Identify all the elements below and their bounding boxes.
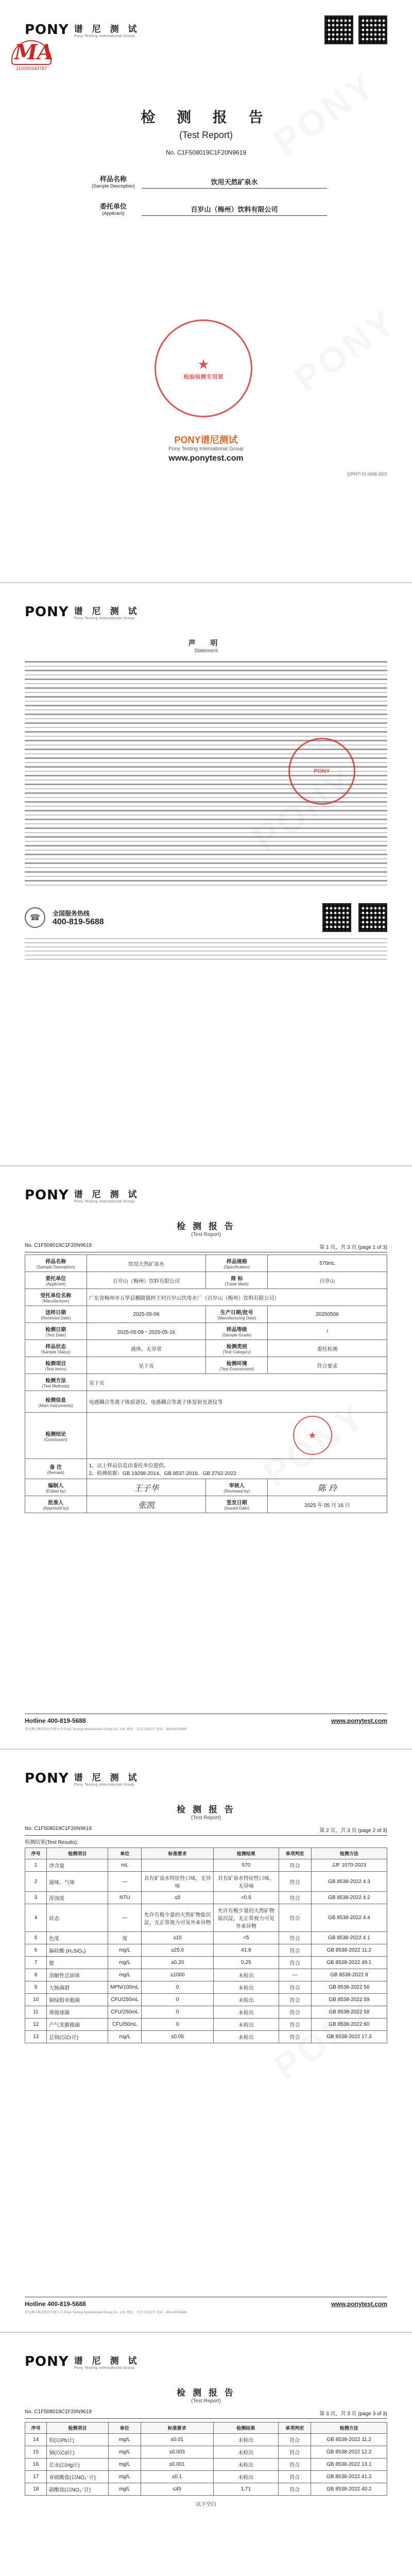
table-cell: mg/L <box>108 2446 141 2459</box>
table-cell: 符合 <box>279 2434 311 2446</box>
table-row <box>25 2459 387 2471</box>
table-cell: MPN/100mL <box>108 1981 142 1994</box>
table-row <box>25 1944 387 1957</box>
table-cell: JJF 1070-2023 <box>311 1859 387 1872</box>
table-cell: 符合 <box>279 2019 311 2031</box>
table-cell: <5 <box>214 1932 279 1944</box>
table-row <box>25 1892 387 1904</box>
page-title: 检 测 报 告 <box>177 2388 235 2398</box>
table-cell: 未检出 <box>214 1994 279 2006</box>
brand-slogan: Pony Testing International Group <box>74 35 135 38</box>
table-cell: 溶解性总固体 <box>47 1969 108 1981</box>
page-subtitle: (Test Report) <box>191 1232 221 1238</box>
statement-title: 声 明 <box>188 639 224 648</box>
sample-name-row: 样品名称 (Sample Description) 饮用天然矿泉水 <box>85 174 327 189</box>
table-cell: GB 8538-2022 4.1 <box>311 1932 387 1944</box>
table-cell: 产气荚膜梭菌 <box>47 2019 108 2031</box>
table-cell: 总铬(以Cr计) <box>47 2031 108 2043</box>
table-cell: 符合 <box>279 1932 311 1944</box>
page-footer: Hotline 400-819-5688 www.ponytest.com 谱尼测试集团股份有限公司 Pony Testing International Group Co., Ltd. 地址：北京市海淀区 电话：400-819-5688 <box>25 1714 387 1731</box>
logo: PONY <box>25 2354 69 2369</box>
table-cell: <0.5 <box>214 1892 279 1904</box>
conclusion-seal: ★ <box>293 1416 332 1455</box>
table-cell: GB 8538-2022 49.1 <box>311 1957 387 1969</box>
table-row <box>25 2434 387 2446</box>
table-cell: 符合 <box>279 1872 311 1892</box>
table-cell: NTU <box>108 1892 142 1904</box>
page-meta: No. C1F508019C1F20N9619 第 1 页，共 3 页 (page 1 of 3) <box>25 1243 387 1252</box>
table-cell: mg/L <box>108 2459 141 2471</box>
table-cell: 未检出 <box>214 1981 279 1994</box>
qr-code-icon <box>322 903 351 932</box>
table-cell: 偏硅酸 (H₂SiO₃) <box>47 1944 108 1957</box>
table-cell: 9 <box>25 1981 47 1994</box>
info-table: 样品名称 (Sample Description) 饮用天然矿泉水 样品规格 (Specification) 570mL 委托单位 (Applicant) 百岁山（梅州）饮料有限公司 商 标 (Trade Mark) 百岁山 受托单位名称 (Manufacturer) 广东省梅州市五华县横陂镇梓王村百岁山饮用水厂（百岁山（梅州）饮料有限公司） 送样日期 (Received Date) 2025-05-06 生产日期/批号 (Manufacturing Date) 20250506 检测日期 (Test Date) 2025-05-09～2025-05-16 样品等级 (Sample Grade) / 样品状态 (Sample Status) 液体，无异常 检测类别 (Test Category) 委托检测 检测项目 (Test Items) 见下页 检测环境 (Test Environment) 符合要求 检测方法 (Test Methods) 见下页 检测信息 (Main Instruments) 电感耦合等离子体质谱仪、电感耦合等离子体发射光谱仪等 检测结论 (Conclusion) ★ 备 注 (Remark) 1、以上样品信息由委托单位提供。 2、检测依据：GB 19298-2014、GB 8537-2018、GB 2762-2022 编制人 (Edited by) 王子华 审核人 (Reviewed by) 陈 玲 批准人 (Approved by) 张凯 签发日期 (Issued Date) 2025 年 05 月 16 日 <box>25 1255 387 1513</box>
brand-name: 谱 尼 测 试 <box>74 1773 140 1783</box>
table-cell: 6 <box>25 1944 47 1957</box>
table-cell: ≥25.0 <box>141 1944 213 1957</box>
report-title: 检 测 报 告 <box>141 109 271 126</box>
report-number: No. C1F508019C1F20N9619 <box>165 149 247 156</box>
table-cell: 具有矿泉水特征性口味，无异味 <box>141 1872 213 1892</box>
table-cell: — <box>108 1904 142 1932</box>
reviewer-signature: 陈 玲 <box>267 1479 387 1496</box>
table-cell: ≤0.05 <box>141 2031 213 2043</box>
table-cell <box>141 1859 213 1872</box>
table-cell: ≤0.001 <box>141 2459 213 2471</box>
table-cell: CFU/50mL <box>108 2019 142 2031</box>
table-cell: 0 <box>141 2019 213 2031</box>
table-cell: 符合 <box>279 2031 311 2043</box>
brand-name: 谱 尼 测 试 <box>74 2356 140 2366</box>
table-cell: 18 <box>25 2483 47 2496</box>
table-cell: 8 <box>25 1969 47 1981</box>
table-cell: CFU/250mL <box>108 1994 142 2006</box>
cma-mark: MA 210000343787 <box>11 40 52 71</box>
statement-fineprint <box>0 938 412 960</box>
page-meta: No. C1F508019C1F20N9619 第 3 页，共 3 页 (page 3 of 3) <box>25 2409 387 2419</box>
table-cell: ≤0.003 <box>141 2446 213 2459</box>
table-cell: 5 <box>25 1932 47 1944</box>
table-cell: 允许有极少量的天然矿物盐沉淀，无正常视力可见外来异物 <box>214 1904 279 1932</box>
table-cell: 1 <box>25 1859 47 1872</box>
results-table: 序号 检测项目 单位 标准要求 检测结果 单项判定 检测方法 14 铅(以Pb计) mg/L ≤0.01 未检出 符合 GB 8538-2022 11.2 15 镉(以Cd计) mg/L ≤0.003 未检出 符合 GB 8538-2022 12.2 16 总汞(以Hg计) mg/L ≤0.001 未检出 符合 GB 8538-2022 13.1 17 亚硝酸盐(以NO₂⁻计) mg/L ≤0.1 未检出 符合 GB 8538-2022 41.2 18 硝酸盐(以NO₃⁻计) mg/L ≤45 1.71 符合 GB 8538-2022 40.2 <box>25 2422 387 2496</box>
table-cell: GB 8538-2022 8 <box>311 1969 387 1981</box>
table-cell: mL <box>108 1859 142 1872</box>
report-page-2 <box>0 1750 412 2333</box>
statement-page <box>0 583 412 1166</box>
cover-page <box>0 0 412 583</box>
table-row <box>25 1957 387 1969</box>
table-row <box>25 2483 387 2496</box>
table-cell: 41.8 <box>214 1944 279 1957</box>
page-footer: Hotline 400-819-5688 www.ponytest.com 谱尼测试集团股份有限公司 Pony Testing International Group Co., Ltd. 地址：北京市海淀区 电话：400-819-5688 <box>25 2297 387 2314</box>
applicant-row: 委托单位 (Applicant) 百岁山（梅州）饮料有限公司 <box>85 201 327 216</box>
table-cell: 未检出 <box>214 2031 279 2043</box>
qr-code-icon <box>358 903 387 932</box>
table-cell: ≤45 <box>141 2483 213 2496</box>
table-cell: 符合 <box>279 1994 311 2006</box>
table-cell: ≥0.20 <box>141 1957 213 1969</box>
page-meta: No. C1F508019C1F20N9619 第 2 页，共 3 页 (page 2 of 3) <box>25 1826 387 1836</box>
brand-slogan: Pony Testing International Group <box>74 1783 135 1787</box>
table-cell: GB 8538-2022 40.2 <box>311 2483 387 2496</box>
brand-name: 谱 尼 测 试 <box>74 1190 140 1200</box>
table-cell: 1.71 <box>213 2483 279 2496</box>
table-cell: 17 <box>25 2471 47 2483</box>
table-cell: 未检出 <box>213 2459 279 2471</box>
table-cell: 11 <box>25 2006 47 2019</box>
table-cell: 2 <box>25 1872 47 1892</box>
table-cell: 0.25 <box>214 1957 279 1969</box>
cover-brand <box>0 0 412 44</box>
table-row <box>25 1859 387 1872</box>
table-cell: 硝酸盐(以NO₃⁻计) <box>47 2483 109 2496</box>
logo: PONY <box>25 604 69 620</box>
table-row <box>25 1932 387 1944</box>
statement-seal: PONY <box>288 738 355 805</box>
table-row <box>25 2471 387 2483</box>
logo: PONY <box>25 1188 69 1203</box>
table-cell: 14 <box>25 2434 47 2446</box>
table-cell: 符合 <box>279 2446 311 2459</box>
table-cell: 未检出 <box>213 2434 279 2446</box>
table-cell: GB 8538-2022 4.3 <box>311 1872 387 1892</box>
table-cell: 符合 <box>279 1957 311 1969</box>
table-cell: 16 <box>25 2459 47 2471</box>
table-row <box>25 1872 387 1892</box>
table-cell: 具有矿泉水特征性口味，无异味 <box>214 1872 279 1892</box>
report-page-1 <box>0 1166 412 1750</box>
qr-code-icon <box>324 15 353 44</box>
brand-name: 谱 尼 测 试 <box>74 24 140 35</box>
brand-name: 谱 尼 测 试 <box>74 606 140 617</box>
table-cell: 符合 <box>279 2006 311 2019</box>
table-row <box>25 1904 387 1932</box>
table-cell: 3 <box>25 1892 47 1904</box>
table-cell: 大肠菌群 <box>47 1981 108 1994</box>
table-cell: GB 8538-2022 12.2 <box>311 2446 387 2459</box>
cover-footer: PONY谱尼测试 Pony Testing International Group www.ponytest.com <box>168 435 244 463</box>
table-cell: 未检出 <box>214 2006 279 2019</box>
table-cell: 滋味、气味 <box>47 1872 108 1892</box>
table-cell: 镉(以Cd计) <box>47 2446 109 2459</box>
table-cell: GB 8538-2022 4.2 <box>311 1892 387 1904</box>
table-cell: 符合 <box>279 1904 311 1932</box>
table-cell: 未检出 <box>213 2471 279 2483</box>
table-cell: 状态 <box>47 1904 108 1932</box>
brand-slogan: Pony Testing International Group <box>74 617 135 620</box>
table-cell: 粪链球菌 <box>47 2006 108 2019</box>
page-subtitle: (Test Report) <box>191 2398 221 2404</box>
table-cell: 亚硝酸盐(以NO₂⁻计) <box>47 2471 109 2483</box>
table-cell: 符合 <box>279 1892 311 1904</box>
table-cell: 符合 <box>279 2471 311 2483</box>
table-row <box>25 1994 387 2006</box>
table-cell: GB 8538-2022 11.2 <box>311 1944 387 1957</box>
table-cell: ≤5 <box>141 1892 213 1904</box>
conclusion-cell <box>87 1413 387 1459</box>
table-cell: mg/L <box>108 2031 142 2043</box>
service-phone: 400-819-5688 <box>53 917 104 926</box>
table-row <box>25 2446 387 2459</box>
watermark <box>266 2571 384 2576</box>
table-cell: CFU/250mL <box>108 2006 142 2019</box>
table-cell: 铅(以Pb计) <box>47 2434 109 2446</box>
table-cell: — <box>279 1969 311 1981</box>
table-cell: GB 8538-2022 13.1 <box>311 2459 387 2471</box>
table-cell: mg/L <box>108 2434 141 2446</box>
table-cell: ≤15 <box>141 1932 213 1944</box>
logo: PONY <box>25 22 69 38</box>
doc-code: Q/PNTI 01.0008-2022 <box>347 472 387 477</box>
table-cell: 未检出 <box>214 1969 279 1981</box>
table-cell: ≤0.1 <box>141 2471 213 2483</box>
statement-subtitle: Statement <box>194 648 218 654</box>
results-table: 序号 检测项目 单位 标准要求 检测结果 单项判定 检测方法 1 净含量 mL 570 符合 JJF 1070-2023 2 滋味、气味 — 具有矿泉水特征性口味，无异味 具有矿泉水特征性口味，无异味 符合 GB 8538-2022 4.3 3 浑浊度 NTU ≤5 <0.5 符合 GB 8538-2022 4.2 4 状态 — 允许有极少量的天然矿物盐沉淀，无正常视力可见外来异物 允许有极少量的天然矿物盐沉淀，无正常视力可见外来异物 符合 GB 8538-2022 4.4 5 色度 度 ≤15 <5 符合 GB 8538-2022 4.1 6 偏硅酸 (H₂SiO₃) mg/L ≥25.0 41.8 符合 GB 8538-2022 11.2 7 锶 mg/L ≥0.20 0.25 符合 GB 8538-2022 49.1 8 溶解性总固体 mg/L ≥1000 未检出 — GB 8538-2022 8 9 大肠菌群 MPN/100mL 0 未检出 符合 GB 8538-2022 56 10 铜绿假单胞菌 CFU/250mL 0 未检出 符合 GB 8538-2022 59 11 粪链球菌 CFU/250mL 0 未检出 符合 GB 8538-2022 58 12 产气荚膜梭菌 CFU/50mL 0 未检出 符合 GB 8538-2022 60 13 总铬(以Cr计) mg/L ≤0.05 未检出 符合 GB 8538-2022 17.3 <box>25 1848 387 2043</box>
table-cell: 10 <box>25 1994 47 2006</box>
table-cell: 锶 <box>47 1957 108 1969</box>
table-cell: GB 8538-2022 41.2 <box>311 2471 387 2483</box>
page-subtitle: (Test Report) <box>191 1815 221 1821</box>
sample-name-value: 饮用天然矿泉水 <box>142 177 327 189</box>
table-cell: 12 <box>25 2019 47 2031</box>
table-cell: GB 8538-2022 11.2 <box>311 2434 387 2446</box>
table-cell: 0 <box>141 2006 213 2019</box>
end-of-report: 以下空白 <box>196 2502 216 2507</box>
table-cell: ≤0.01 <box>141 2434 213 2446</box>
table-cell: 0 <box>141 1994 213 2006</box>
table-cell: 符合 <box>279 2483 311 2496</box>
table-cell: 净含量 <box>47 1859 108 1872</box>
table-cell: 允许有极少量的天然矿物盐沉淀，无正常视力可见外来异物 <box>141 1904 213 1932</box>
table-row <box>25 1969 387 1981</box>
table-cell: 浑浊度 <box>47 1892 108 1904</box>
table-cell: 总汞(以Hg计) <box>47 2459 109 2471</box>
report-title-en: (Test Report) <box>179 130 233 140</box>
page-title: 检 测 报 告 <box>177 1222 235 1232</box>
service-label: 全国服务热线 <box>53 909 90 917</box>
brand-slogan: Pony Testing International Group <box>74 1200 135 1204</box>
service-block <box>0 903 412 932</box>
table-cell: 未检出 <box>214 2019 279 2031</box>
results-label: 检测结果(Test Results): <box>25 1840 78 1845</box>
brand-slogan: Pony Testing International Group <box>74 2366 135 2370</box>
table-cell: 色度 <box>47 1932 108 1944</box>
table-cell: GB 8538-2022 4.4 <box>311 1904 387 1932</box>
table-cell: GB 8538-2022 60 <box>311 2019 387 2031</box>
table-row <box>25 1981 387 1994</box>
watermark <box>287 300 404 400</box>
table-cell: GB 8538-2022 58 <box>311 2006 387 2019</box>
table-cell: mg/L <box>108 2471 141 2483</box>
report-page-3 <box>0 2333 412 2576</box>
approver-signature: 张凯 <box>87 1496 206 1513</box>
table-cell: GB 8538-2022 17.3 <box>311 2031 387 2043</box>
table-cell: 未检出 <box>213 2446 279 2459</box>
statement-brand <box>0 583 412 620</box>
table-cell: 符合 <box>279 1981 311 1994</box>
table-cell: 4 <box>25 1904 47 1932</box>
table-cell: 符合 <box>279 2459 311 2471</box>
table-cell: 符合 <box>279 1859 311 1872</box>
official-seal: ★ 检验检测专用章 <box>154 319 252 417</box>
table-cell: 13 <box>25 2031 47 2043</box>
table-cell: 度 <box>108 1932 142 1944</box>
applicant-value: 百岁山（梅州）饮料有限公司 <box>142 204 327 216</box>
table-cell: GB 8538-2022 59 <box>311 1994 387 2006</box>
table-cell: 570 <box>214 1859 279 1872</box>
editor-signature: 王子华 <box>87 1479 206 1496</box>
table-cell: GB 8538-2022 56 <box>311 1981 387 1994</box>
table-cell: mg/L <box>108 1944 142 1957</box>
table-cell: mg/L <box>108 2483 141 2496</box>
table-cell: mg/L <box>108 1969 142 1981</box>
table-cell: mg/L <box>108 1957 142 1969</box>
logo: PONY <box>25 1771 69 1786</box>
table-cell: 7 <box>25 1957 47 1969</box>
table-cell: — <box>108 1872 142 1892</box>
page-title: 检 测 报 告 <box>177 1805 235 1815</box>
table-cell: 0 <box>141 1981 213 1994</box>
phone-icon: ☎ <box>25 907 45 928</box>
qr-code-icon <box>358 15 387 44</box>
table-cell: ≥1000 <box>141 1969 213 1981</box>
table-cell: 铜绿假单胞菌 <box>47 1994 108 2006</box>
table-cell: 15 <box>25 2446 47 2459</box>
table-cell: 符合 <box>279 1944 311 1957</box>
